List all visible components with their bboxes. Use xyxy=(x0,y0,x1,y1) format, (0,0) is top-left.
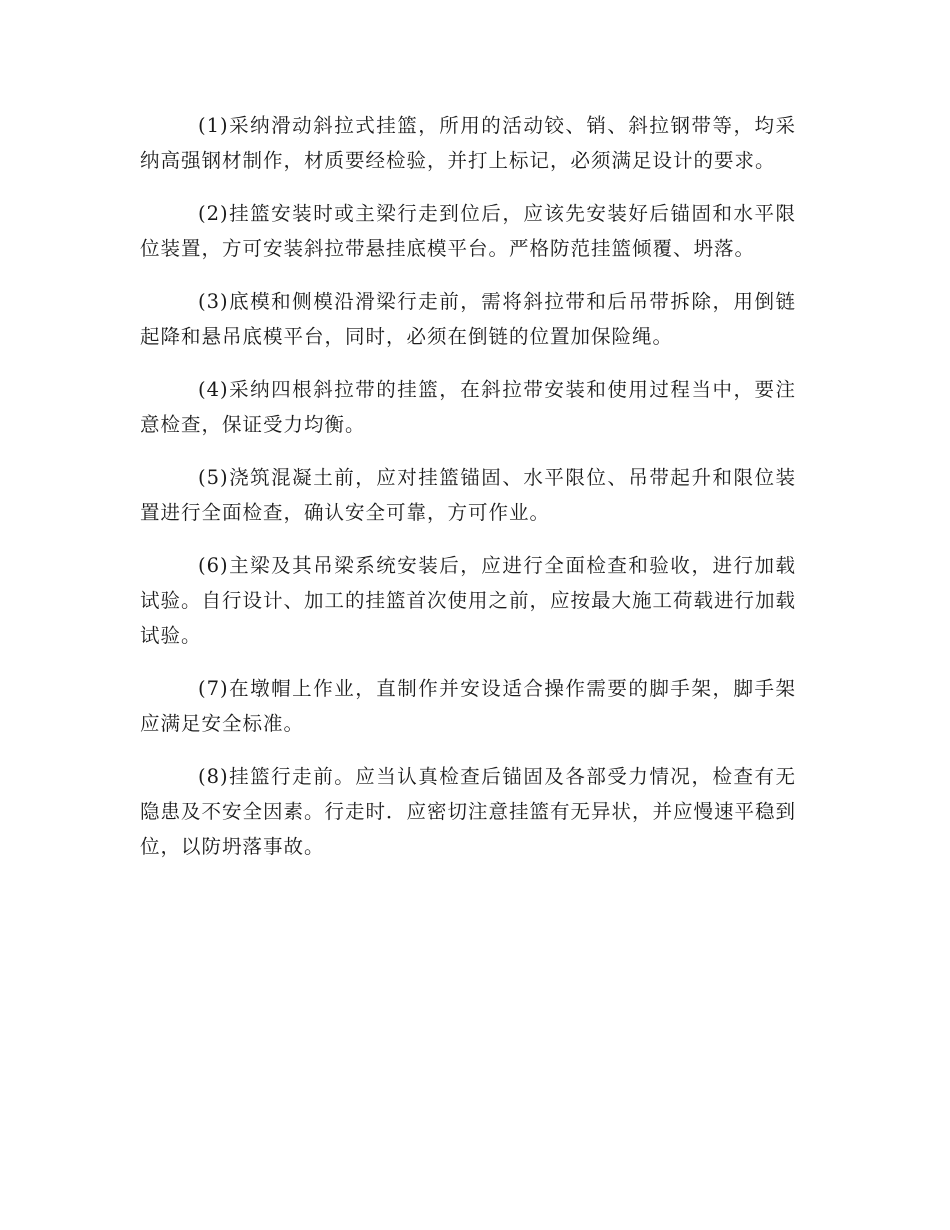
paragraph-7: (7)在墩帽上作业，直制作并安设适合操作需要的脚手架，脚手架应满足安全标准。 xyxy=(140,677,796,735)
paragraph-1: (1)采纳滑动斜拉式挂篮，所用的活动铰、销、斜拉钢带等，均采纳高强钢材制作，材质要经检验，并打上标记，必须满足设计的要求。 xyxy=(140,114,796,172)
paragraph-6: (6)主梁及其吊梁系统安装后，应进行全面检查和验收，进行加载试验。自行设计、加工的挂篮首次使用之前，应按最大施工荷载进行加载试验。 xyxy=(140,554,797,647)
paragraph-8: (8)挂篮行走前。应当认真检查后锚固及各部受力情况，检查有无隐患及不安全因素。行走时．应密切注意挂篮有无异状，并应慢速平稳到位，以防坍落事故。 xyxy=(140,765,797,858)
paragraph-2: (2)挂篮安装时或主梁行走到位后，应该先安装好后锚固和水平限位装置，方可安装斜拉带悬挂底模平台。严格防范挂篮倾覆、坍落。 xyxy=(140,202,796,260)
document-body xyxy=(140,108,796,882)
paragraph-3: (3)底模和侧模沿滑梁行走前，需将斜拉带和后吊带拆除，用倒链起降和悬吊底模平台，同时，必须在倒链的位置加保险绳。 xyxy=(140,290,796,348)
paragraph-4: (4)采纳四根斜拉带的挂篮，在斜拉带安装和使用过程当中，要注意检查，保证受力均衡。 xyxy=(140,378,796,436)
paragraph-5: (5)浇筑混凝土前，应对挂篮锚固、水平限位、吊带起升和限位装置进行全面检查，确认安全可靠，方可作业。 xyxy=(140,466,796,524)
